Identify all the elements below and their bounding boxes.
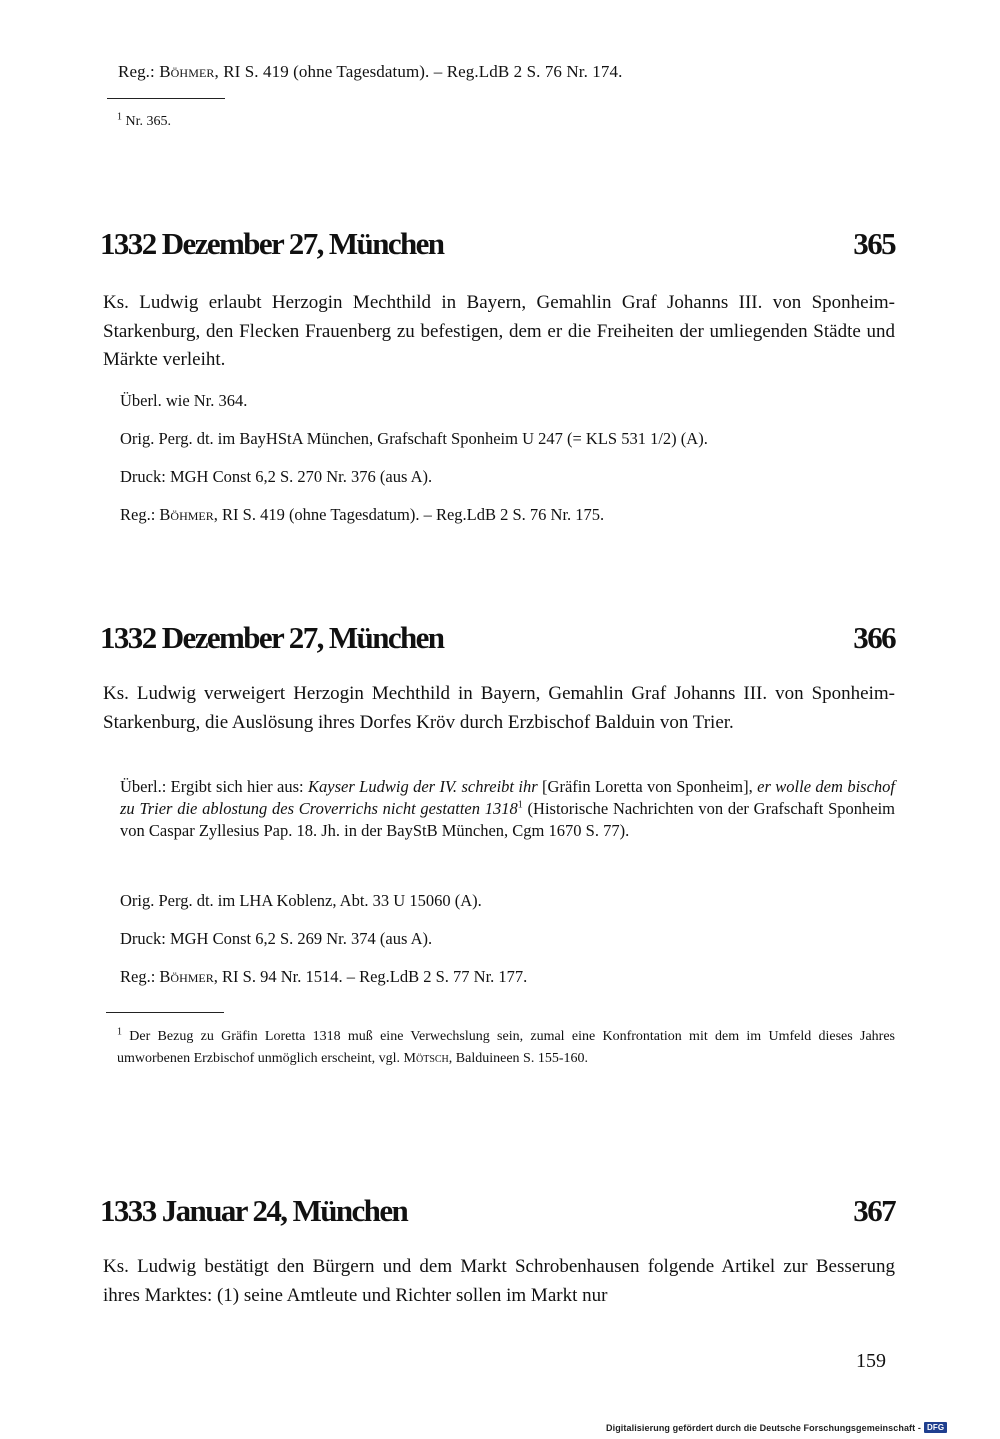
- entry-original: Orig. Perg. dt. im BayHStA München, Grafschaft Sponheim U 247 (= KLS 531 1/2) (A).: [120, 429, 708, 448]
- footnote-author: Mötsch: [403, 1051, 449, 1066]
- top-regesta-line: [118, 62, 622, 82]
- entry-original: Orig. Perg. dt. im LHA Koblenz, Abt. 33 U 15060 (A).: [120, 891, 482, 910]
- entry-number: 367: [853, 1193, 895, 1228]
- entry-heading: [100, 1193, 895, 1229]
- top-footnote: [117, 111, 171, 133]
- footnote-mark: 1: [117, 111, 122, 123]
- ueberl-quote: Kayser Ludwig der IV. schreibt ihr: [308, 777, 538, 796]
- entry-ueberlieferung: [120, 776, 895, 842]
- entry-druck: Druck: MGH Const 6,2 S. 269 Nr. 374 (aus A).: [120, 929, 433, 948]
- footnote-mark: 1: [117, 1026, 122, 1038]
- page-number: 159: [856, 1350, 886, 1372]
- reg-prefix: Reg.:: [118, 62, 160, 81]
- entry-druck: Druck: MGH Const 6,2 S. 270 Nr. 376 (aus A).: [120, 467, 433, 486]
- entry-date-place: 1333 Januar 24, München: [100, 1193, 408, 1228]
- ueberl-mid: [Gräfin Loretta von Sponheim],: [537, 777, 758, 796]
- ueberl-quote: er wolle dem bischof zu Trier die ablostung des Croverrichs nicht gestatten 1318: [120, 777, 895, 818]
- reg-rest: , RI S. 419 (ohne Tagesdatum). – Reg.LdB 2 S. 76 Nr. 175.: [213, 505, 605, 524]
- entry-regest: Ks. Ludwig verweigert Herzogin Mechthild in Bayern, Gemahlin Graf Johanns III. von Sponheim-Starkenburg, die Auslösung ihres Dorfes Kröv durch Erzbischof Balduin von Trier.: [103, 683, 895, 733]
- dfg-logo: DFG: [924, 1422, 947, 1433]
- entry-ueberlieferung: Überl. wie Nr. 364.: [120, 391, 248, 410]
- entry-heading: [100, 226, 895, 262]
- footnote-divider: [107, 98, 225, 99]
- entry-date-place: 1332 Dezember 27, München: [100, 226, 444, 261]
- entry-regest: Ks. Ludwig bestätigt den Bürgern und dem Markt Schrobenhausen folgende Artikel zur Besserung ihres Marktes: (1) seine Amtleute und Richter sollen im Markt nur: [103, 1256, 895, 1306]
- entry-regesten: [120, 966, 895, 988]
- entry-date-place: 1332 Dezember 27, München: [100, 620, 444, 655]
- credit-text: Digitalisierung gefördert durch die Deutsche Forschungsgemeinschaft -: [606, 1422, 921, 1433]
- footnote-text: Der Bezug zu Gräfin Loretta 1318 muß eine Verwechslung sein, zumal eine Konfrontation mit dem im Umfeld dieses Jahres umworbenen Erzbischof unmöglich erscheint, vgl.: [117, 1029, 895, 1066]
- ueberl-suffix: (Historische Nachrichten von der Grafschaft Sponheim von Caspar Zyllesius Pap. 18. Jh. in der BayStB München, Cgm 1670 S. 77).: [120, 799, 895, 840]
- entry-regest: Ks. Ludwig erlaubt Herzogin Mechthild in Bayern, Gemahlin Graf Johanns III. von Sponheim-Starkenburg, den Flecken Frauenberg zu befestigen, dem er die Freiheiten der umliegenden Städte und Märkte verleiht.: [103, 292, 895, 370]
- entry-regesten: [120, 504, 895, 526]
- entry-footnote: [117, 1026, 895, 1070]
- reg-author: Böhmer: [159, 62, 215, 81]
- footnote-divider: [106, 1012, 224, 1013]
- digitization-credit: [606, 1422, 947, 1433]
- reg-prefix: Reg.:: [120, 967, 160, 986]
- footnote-mark: 1: [517, 799, 523, 811]
- footnote-text: , Balduineen S. 155-160.: [448, 1051, 588, 1066]
- entry-heading: [100, 620, 895, 656]
- footnote-text: Nr. 365.: [122, 114, 171, 129]
- reg-author: Böhmer: [159, 505, 214, 524]
- reg-rest: , RI S. 94 Nr. 1514. – Reg.LdB 2 S. 77 Nr. 177.: [213, 967, 528, 986]
- entry-number: 366: [853, 620, 895, 655]
- reg-prefix: Reg.:: [120, 505, 160, 524]
- reg-author: Böhmer: [159, 967, 214, 986]
- entry-number: 365: [853, 226, 895, 261]
- ueberl-prefix: Überl.: Ergibt sich hier aus:: [120, 777, 309, 796]
- reg-rest: , RI S. 419 (ohne Tagesdatum). – Reg.LdB 2 S. 76 Nr. 174.: [214, 62, 623, 81]
